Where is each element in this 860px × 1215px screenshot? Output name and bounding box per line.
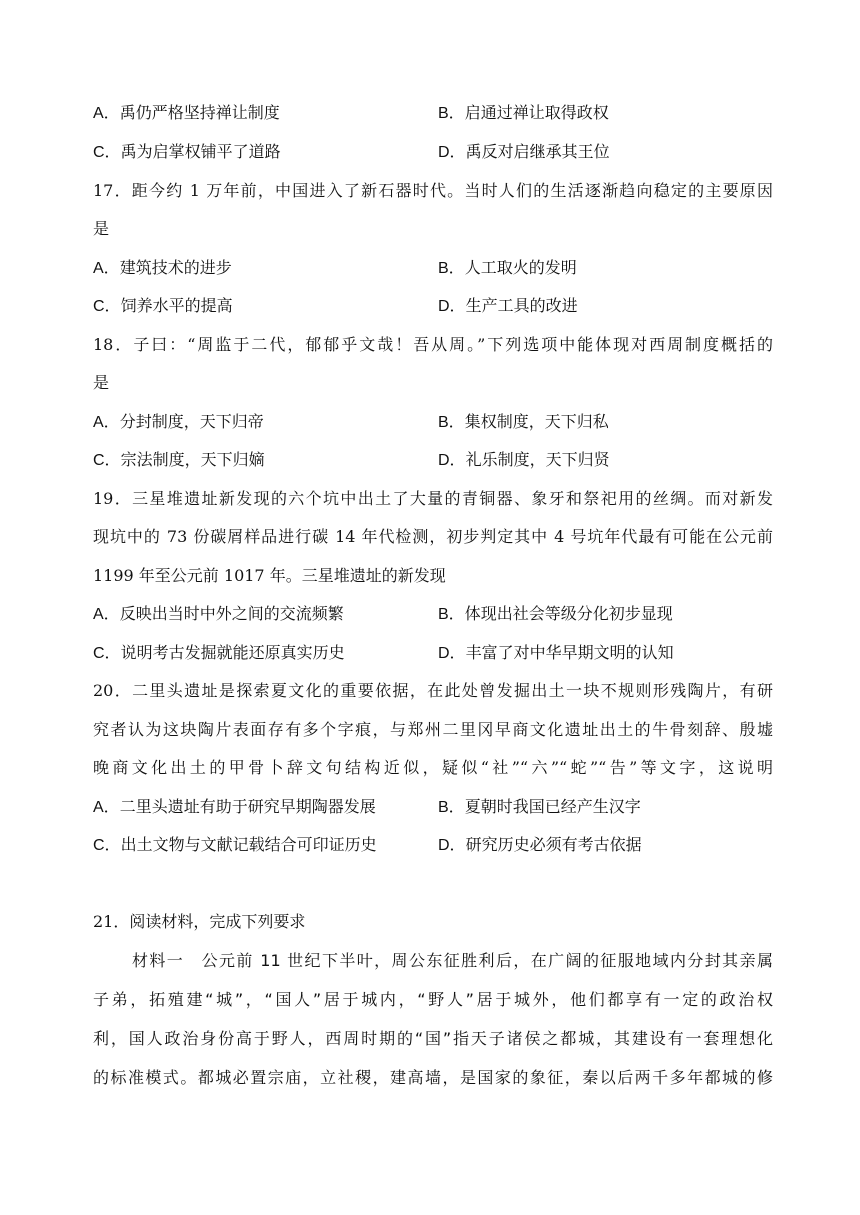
q18-stem-line-1: 18．子曰：“周监于二代，郁郁乎文哉！吾从周。”下列选项中能体现对西周制度概括的 — [93, 335, 773, 354]
q19-option-d: D．丰富了对中华早期文明的认知 — [438, 643, 674, 662]
q16-option-row-2 — [93, 141, 773, 163]
q17-stem-line-1: 17．距今约 1 万年前，中国进入了新石器时代。当时人们的生活逐渐趋向稳定的主要原因 — [93, 181, 773, 200]
q19-stem-line-1: 19．三星堆遗址新发现的六个坑中出土了大量的青铜器、象牙和祭祀用的丝绸。而对新发 — [93, 489, 773, 508]
q21-title: 21．阅读材料，完成下列要求 — [93, 912, 306, 931]
q21-material-line-3: 利，国人政治身份高于野人，西周时期的“国”指天子诸侯之都城，其建设有一套理想化 — [93, 1029, 773, 1048]
q18-option-d: D．礼乐制度，天下归贤 — [438, 450, 610, 469]
q18-option-c: C．宗法制度，天下归嫡 — [93, 450, 265, 469]
q17-option-d: D．生产工具的改进 — [438, 296, 578, 315]
q17-option-b: B．人工取火的发明 — [438, 258, 577, 277]
q19-option-row-2 — [93, 642, 773, 664]
q20-option-row-2 — [93, 834, 773, 856]
q16-option-b: B．启通过禅让取得政权 — [438, 103, 609, 122]
q17-option-row-1 — [93, 257, 773, 279]
q17-option-c: C．饲养水平的提高 — [93, 296, 233, 315]
q18-option-row-2 — [93, 449, 773, 471]
q19-stem-line-3: 1199 年至公元前 1017 年。三星堆遗址的新发现 — [93, 566, 446, 585]
q16-option-d: D．禹反对启继承其王位 — [438, 142, 610, 161]
q19-option-c: C．说明考古发掘就能还原真实历史 — [93, 643, 345, 662]
q20-option-c: C．出土文物与文献记载结合可印证历史 — [93, 835, 377, 854]
q18-option-b: B．集权制度，天下归私 — [438, 412, 609, 431]
q20-stem-line-3: 晚商文化出土的甲骨卜辞文句结构近似，疑似“社”“六”“蛇”“告”等文字，这说明 — [93, 758, 773, 777]
q17-option-a: A．建筑技术的进步 — [93, 258, 232, 277]
q20-option-row-1 — [93, 796, 773, 818]
q19-option-row-1 — [93, 603, 773, 625]
q16-option-a: A．禹仍严格坚持禅让制度 — [93, 103, 280, 122]
q19-option-b: B．体现出社会等级分化初步显现 — [438, 604, 673, 623]
q20-option-d: D．研究历史必须有考古依据 — [438, 835, 642, 854]
q19-option-a: A．反映出当时中外之间的交流频繁 — [93, 604, 344, 623]
q18-stem-line-2: 是 — [93, 373, 110, 392]
q20-option-b: B．夏朝时我国已经产生汉字 — [438, 797, 641, 816]
q16-option-c: C．禹为启掌权铺平了道路 — [93, 142, 281, 161]
q17-stem-line-2: 是 — [93, 219, 110, 238]
q21-material-line-4: 的标准模式。都城必置宗庙，立社稷，建高墙，是国家的象征，秦以后两千多年都城的修 — [93, 1068, 773, 1087]
q20-stem-line-2: 究者认为这块陶片表面存有多个字痕，与郑州二里冈早商文化遗址出土的牛骨刻辞、殷墟 — [93, 720, 773, 739]
q21-material-line-1: 材料一 公元前 11 世纪下半叶，周公东征胜利后，在广阔的征服地域内分封其亲属 — [132, 951, 773, 970]
q20-option-a: A．二里头遗址有助于研究早期陶器发展 — [93, 797, 376, 816]
q19-stem-line-2: 现坑中的 73 份碳屑样品进行碳 14 年代检测，初步判定其中 4 号坑年代最有可能在公元前 — [93, 527, 773, 546]
q20-stem-line-1: 20．二里头遗址是探索夏文化的重要依据，在此处曾发掘出土一块不规则形残陶片，有研 — [93, 681, 773, 700]
q18-option-row-1 — [93, 411, 773, 433]
q17-option-row-2 — [93, 295, 773, 317]
q16-option-row-1 — [93, 102, 773, 124]
q18-option-a: A．分封制度，天下归帝 — [93, 412, 264, 431]
q21-material-line-2: 子弟，拓殖建“城”，“国人”居于城内，“野人”居于城外，他们都享有一定的政治权 — [93, 990, 773, 1009]
